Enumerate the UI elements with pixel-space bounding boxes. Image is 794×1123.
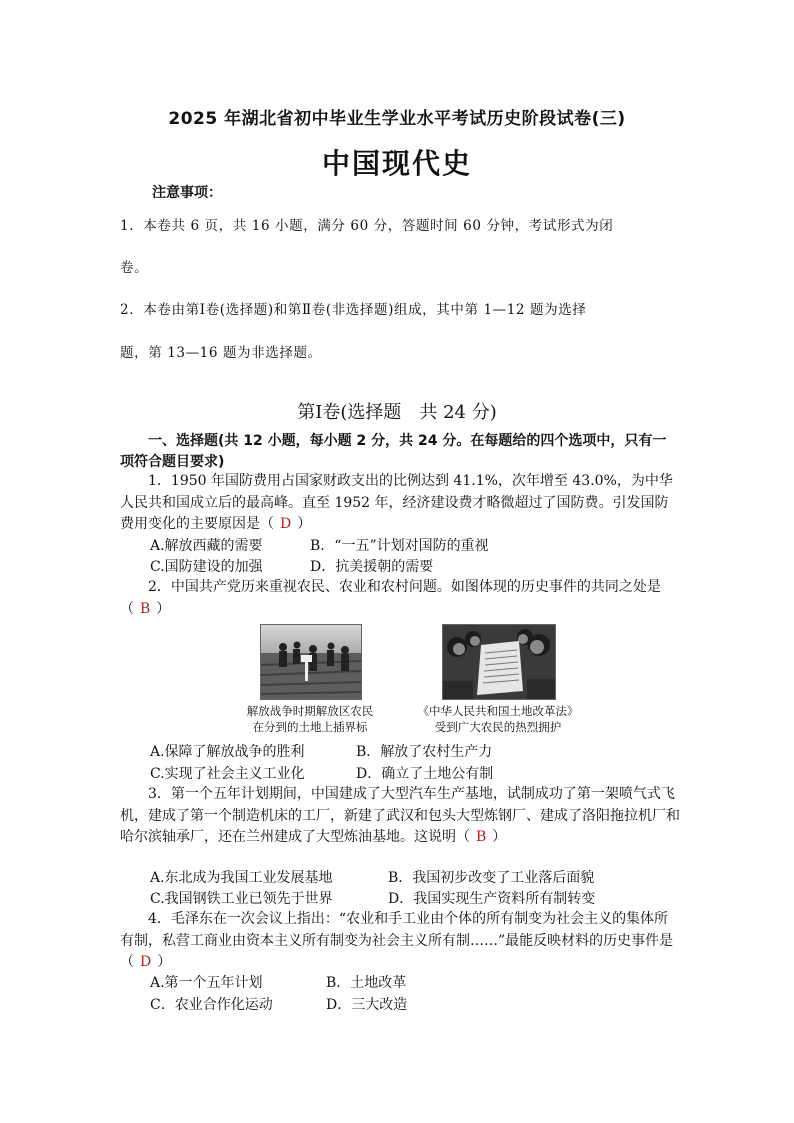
option-d: D．我国实现生产资料所有制转变 [388, 891, 596, 907]
question-4-options-row-2 [150, 994, 407, 1014]
question-3 [120, 784, 680, 849]
option-b: B．“一五”计划对国防的重视 [310, 538, 489, 554]
option-b: B．解放了农村生产力 [356, 744, 493, 760]
option-d: D．抗美援朝的需要 [310, 559, 434, 575]
question-1-answer: D [280, 516, 292, 532]
option-b: B．土地改革 [326, 975, 407, 991]
question-3-stem: 3．第一个五年计划期间，中国建成了大型汽车生产基地，试制成功了第一架喷气式飞机，建成了第一个制造机床的工厂，新建了武汉和包头大型炼钢厂、建成了洛阳拖拉机厂和哈尔滨轴承厂，还在兰州建成了大型炼油基地。这说明（ [120, 786, 680, 845]
notice-item-1-cont: 卷。 [120, 260, 149, 276]
question-1-options-row-2 [150, 556, 433, 576]
question-2 [120, 577, 680, 620]
question-3-options-row-1 [150, 867, 594, 887]
figure-1-caption-line-1: 解放战争时期解放区农民 [246, 704, 374, 718]
question-2-stem-end: ） [156, 600, 171, 617]
part-one-title: 第Ⅰ卷(选择题 共 24 分) [297, 402, 497, 423]
question-2-stem: 2．中国共产党历来重视农民、农业和农村问题。如图体现的历史事件的共同之处是（ [120, 579, 661, 617]
photo-farmers-boundary-markers [260, 624, 362, 700]
question-3-stem-end: ） [492, 829, 507, 845]
option-a: A.第一个五年计划 [150, 975, 263, 991]
option-c: C.国防建设的加强 [150, 559, 263, 575]
option-b: B．我国初步改变了工业落后面貌 [388, 870, 595, 886]
question-4-answer: D [140, 954, 152, 970]
notice-item-2-cont: 题，第 13—16 题为非选择题。 [120, 345, 322, 361]
question-4-options-row-1 [150, 972, 406, 992]
option-d: D．三大改造 [326, 997, 408, 1013]
question-4-stem: 4．毛泽东在一次会议上指出：“农业和手工业由个体的所有制变为社会主义的集体所有制，私营工商业由资本主义所有制变为社会主义所有制……”最能反映材料的历史事件是（ [120, 911, 674, 970]
exam-subtitle: 中国现代史 [321, 147, 472, 180]
option-a: A.东北成为我国工业发展基地 [150, 870, 333, 886]
option-c: C．农业合作化运动 [150, 997, 273, 1013]
option-a: A.保障了解放战争的胜利 [150, 744, 305, 760]
question-4-stem-end: ） [157, 954, 172, 970]
question-1-options-row-1 [150, 535, 489, 555]
question-2-options-row-1 [150, 741, 492, 761]
option-a: A.解放西藏的需要 [150, 538, 263, 554]
option-c: C.我国钢铁工业已领先于世界 [150, 891, 333, 907]
notice-item-2: 2．本卷由第Ⅰ卷(选择题)和第Ⅱ卷(非选择题)组成，其中第 1—12 题为选择 [120, 302, 587, 318]
figure-1-caption [232, 703, 388, 735]
question-2-answer: B [140, 600, 151, 617]
question-2-options-row-2 [150, 763, 493, 783]
question-3-answer: B [476, 829, 487, 845]
figure-2-caption [400, 703, 596, 735]
notice-heading: 注意事项： [152, 185, 222, 201]
section-heading: 一、选择题(共 12 小题，每小题 2 分，共 24 分。在每题给的四个选项中，只有一项符合题目要求) [120, 433, 667, 470]
option-c: C.实现了社会主义工业化 [150, 766, 305, 782]
figure-1-caption-line-2: 在分到的土地上插界标 [252, 720, 368, 734]
figure-2-caption-line-1: 《中华人民共和国土地改革法》 [417, 704, 579, 718]
notice-item-1: 1．本卷共 6 页，共 16 小题，满分 60 分，答题时间 60 分钟，考试形式为闭 [120, 218, 614, 234]
exam-title: 2025 年湖北省初中毕业生学业水平考试历史阶段试卷(三) [168, 109, 626, 129]
question-3-options-row-2 [150, 888, 595, 908]
option-d: D．确立了土地公有制 [356, 766, 494, 782]
question-1-stem-end: ） [297, 516, 312, 532]
figure-2-caption-line-2: 受到广大农民的热烈拥护 [434, 720, 562, 734]
question-1 [120, 471, 680, 536]
question-1-stem: 1．1950 年国防费用占国家财政支出的比例达到 41.1%，次年增至 43.0%，为中华人民共和国成立后的最高峰。直至 1952 年，经济建设费才略微超过了国防费。引发国防费用变化的主要原因是（ [120, 473, 673, 532]
photo-land-reform-law [442, 624, 556, 700]
question-4 [120, 909, 680, 974]
